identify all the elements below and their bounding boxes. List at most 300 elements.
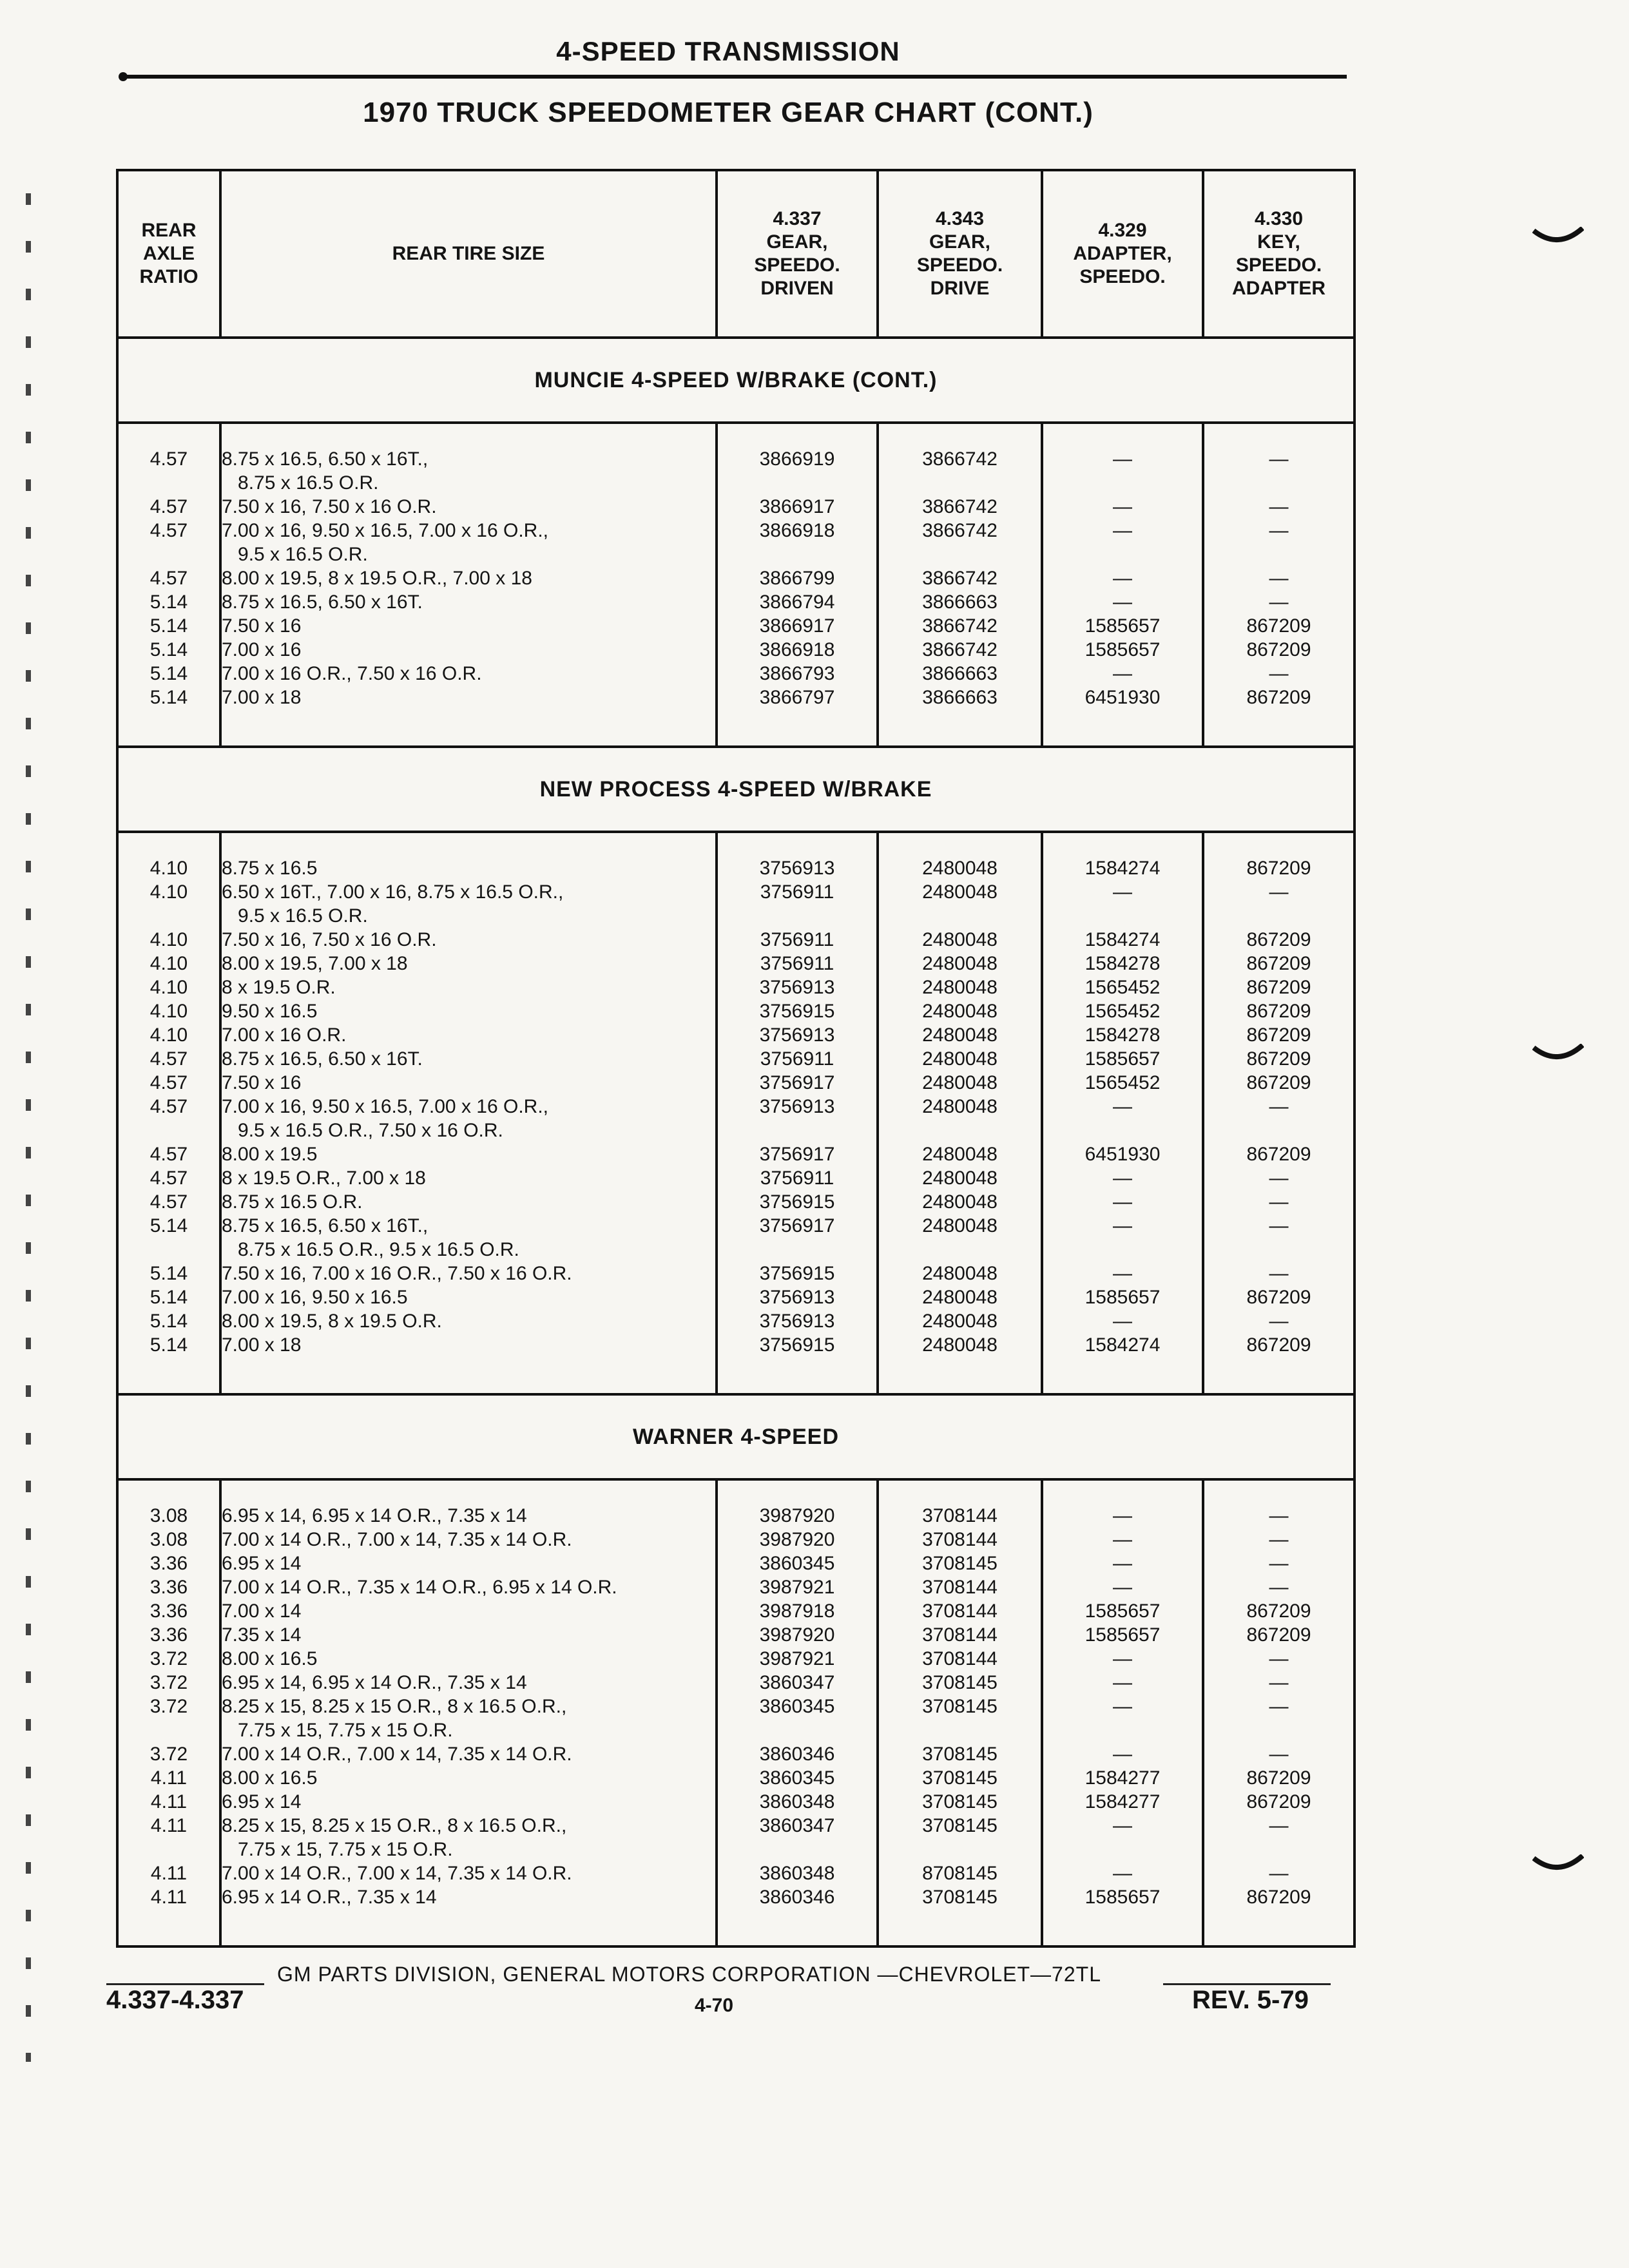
gear-drive-cell: 3708145 (878, 1671, 1042, 1695)
gear-drive-cell: 3866742 (878, 495, 1042, 519)
adapter-key-cell: — (1203, 1309, 1354, 1333)
gear-driven-cell: 3860347 (717, 1814, 878, 1861)
table-row (117, 1285, 1354, 1309)
table-row (117, 1647, 1354, 1671)
adapter-cell: — (1042, 880, 1203, 928)
tire-size-cell: 7.50 x 16, 7.00 x 16 O.R., 7.50 x 16 O.R. (220, 1262, 717, 1285)
gear-drive-cell: 2480048 (878, 999, 1042, 1023)
table-row (117, 686, 1354, 747)
tire-size-cell: 8.00 x 19.5, 8 x 19.5 O.R. (220, 1309, 717, 1333)
axle-ratio-cell: 3.08 (117, 1479, 220, 1528)
gear-driven-cell: 3987920 (717, 1479, 878, 1528)
adapter-key-cell: — (1203, 1166, 1354, 1190)
table-row (117, 1047, 1354, 1071)
gear-drive-cell: 3708144 (878, 1599, 1042, 1623)
col-header-adapter: 4.329 ADAPTER, SPEEDO. (1042, 170, 1203, 338)
adapter-key-cell: 867209 (1203, 952, 1354, 975)
tire-size-cell: 7.00 x 16 O.R. (220, 1023, 717, 1047)
gear-drive-cell: 3708145 (878, 1814, 1042, 1861)
adapter-key-cell: — (1203, 1528, 1354, 1552)
table-row (117, 1190, 1354, 1214)
gear-drive-cell: 2480048 (878, 1214, 1042, 1262)
tire-size-cell: 7.00 x 16, 9.50 x 16.5, 7.00 x 16 O.R., 9.5 x 16.5 O.R. (220, 519, 717, 566)
gear-drive-cell: 8708145 (878, 1861, 1042, 1885)
adapter-key-cell: 867209 (1203, 1071, 1354, 1095)
gear-drive-cell: 3708145 (878, 1790, 1042, 1814)
tire-size-cell: 8.75 x 16.5, 6.50 x 16T., 8.75 x 16.5 O.R. (220, 423, 717, 495)
adapter-cell: 6451930 (1042, 1142, 1203, 1166)
table-row (117, 638, 1354, 662)
axle-ratio-cell: 4.10 (117, 999, 220, 1023)
table-row (117, 1885, 1354, 1946)
page-number: 4-70 (695, 1995, 734, 2016)
gear-driven-cell: 3866799 (717, 566, 878, 590)
gear-driven-cell: 3860347 (717, 1671, 878, 1695)
adapter-key-cell: 867209 (1203, 928, 1354, 952)
axle-ratio-cell: 4.57 (117, 1190, 220, 1214)
tire-size-cell: 8.00 x 16.5 (220, 1647, 717, 1671)
adapter-key-cell: — (1203, 590, 1354, 614)
tire-size-cell: 6.95 x 14 O.R., 7.35 x 14 (220, 1885, 717, 1946)
adapter-cell: 1584278 (1042, 952, 1203, 975)
adapter-key-cell: — (1203, 1575, 1354, 1599)
tire-size-cell: 7.00 x 14 O.R., 7.00 x 14, 7.35 x 14 O.R. (220, 1528, 717, 1552)
axle-ratio-cell: 4.10 (117, 1023, 220, 1047)
tire-size-cell: 8.75 x 16.5, 6.50 x 16T., 8.75 x 16.5 O.R., 9.5 x 16.5 O.R. (220, 1214, 717, 1262)
gear-driven-cell: 3860348 (717, 1861, 878, 1885)
axle-ratio-cell: 4.57 (117, 423, 220, 495)
axle-ratio-cell: 3.72 (117, 1647, 220, 1671)
tire-size-cell: 7.00 x 14 (220, 1599, 717, 1623)
adapter-key-cell: — (1203, 423, 1354, 495)
axle-ratio-cell: 5.14 (117, 1214, 220, 1262)
tire-size-cell: 7.00 x 18 (220, 1333, 717, 1394)
gear-driven-cell: 3866918 (717, 638, 878, 662)
table-row (117, 1599, 1354, 1623)
gear-drive-cell: 3866742 (878, 423, 1042, 495)
gear-drive-cell: 2480048 (878, 1190, 1042, 1214)
gear-drive-cell: 3708145 (878, 1766, 1042, 1790)
axle-ratio-cell: 3.72 (117, 1695, 220, 1742)
table-row (117, 1333, 1354, 1394)
adapter-cell: 1584274 (1042, 832, 1203, 880)
table-row (117, 1309, 1354, 1333)
axle-ratio-cell: 4.57 (117, 566, 220, 590)
gear-driven-cell: 3866917 (717, 495, 878, 519)
col-header-adapter-key: 4.330 KEY, SPEEDO. ADAPTER (1203, 170, 1354, 338)
gear-driven-cell: 3866919 (717, 423, 878, 495)
adapter-cell: — (1042, 1814, 1203, 1861)
table-row (117, 1214, 1354, 1262)
gear-driven-cell: 3866794 (717, 590, 878, 614)
axle-ratio-cell: 3.36 (117, 1599, 220, 1623)
header-row (117, 170, 1354, 338)
adapter-cell: — (1042, 495, 1203, 519)
adapter-key-cell: 867209 (1203, 1333, 1354, 1394)
gear-driven-cell: 3866793 (717, 662, 878, 686)
gear-drive-cell: 3708145 (878, 1742, 1042, 1766)
revision-label: REV. 5-79 (1192, 1986, 1309, 2014)
table-row (117, 952, 1354, 975)
group-heading-row (117, 338, 1354, 423)
axle-ratio-cell: 4.11 (117, 1814, 220, 1861)
tire-size-cell: 8.75 x 16.5 O.R. (220, 1190, 717, 1214)
table-row (117, 590, 1354, 614)
table-row (117, 975, 1354, 999)
gear-driven-cell: 3866918 (717, 519, 878, 566)
gear-driven-cell: 3987921 (717, 1575, 878, 1599)
gear-driven-cell: 3860346 (717, 1885, 878, 1946)
transmission-group (117, 338, 1354, 747)
footer-publisher: GM PARTS DIVISION, GENERAL MOTORS CORPORATION —CHEVROLET—72TL (277, 1963, 1101, 1986)
group-heading-row (117, 1394, 1354, 1479)
tire-size-cell: 7.50 x 16, 7.50 x 16 O.R. (220, 495, 717, 519)
axle-ratio-cell: 4.57 (117, 1095, 220, 1142)
adapter-key-cell: 867209 (1203, 1285, 1354, 1309)
tire-size-cell: 8 x 19.5 O.R. (220, 975, 717, 999)
axle-ratio-cell: 5.14 (117, 1309, 220, 1333)
gear-drive-cell: 2480048 (878, 832, 1042, 880)
gear-driven-cell: 3756911 (717, 952, 878, 975)
table-row (117, 1552, 1354, 1575)
gear-driven-cell: 3756911 (717, 1047, 878, 1071)
adapter-cell: 1585657 (1042, 614, 1203, 638)
table-row (117, 1023, 1354, 1047)
gear-drive-cell: 2480048 (878, 1095, 1042, 1142)
gear-driven-cell: 3756917 (717, 1214, 878, 1262)
transmission-group (117, 747, 1354, 1394)
gear-driven-cell: 3756915 (717, 1262, 878, 1285)
adapter-key-cell: — (1203, 662, 1354, 686)
axle-ratio-cell: 4.10 (117, 975, 220, 999)
gear-drive-cell: 2480048 (878, 952, 1042, 975)
adapter-cell: 1584277 (1042, 1766, 1203, 1790)
col-header-tire-size: REAR TIRE SIZE (220, 170, 717, 338)
adapter-key-cell: — (1203, 1861, 1354, 1885)
axle-ratio-cell: 4.57 (117, 1071, 220, 1095)
table-row (117, 1861, 1354, 1885)
group-title: MUNCIE 4-SPEED W/BRAKE (CONT.) (117, 338, 1354, 423)
gear-driven-cell: 3860345 (717, 1695, 878, 1742)
group-heading-row (117, 747, 1354, 832)
adapter-cell: — (1042, 1528, 1203, 1552)
axle-ratio-cell: 4.10 (117, 832, 220, 880)
adapter-cell: 1585657 (1042, 1623, 1203, 1647)
tire-size-cell: 7.00 x 18 (220, 686, 717, 747)
adapter-cell: 1585657 (1042, 638, 1203, 662)
adapter-key-cell: — (1203, 1695, 1354, 1742)
adapter-cell: — (1042, 1695, 1203, 1742)
adapter-cell: — (1042, 1190, 1203, 1214)
gear-driven-cell: 3860346 (717, 1742, 878, 1766)
tire-size-cell: 7.50 x 16 (220, 1071, 717, 1095)
table-row (117, 566, 1354, 590)
gear-driven-cell: 3756917 (717, 1071, 878, 1095)
gear-drive-cell: 3708144 (878, 1575, 1042, 1599)
tire-size-cell: 7.00 x 16, 9.50 x 16.5, 7.00 x 16 O.R., 9.5 x 16.5 O.R., 7.50 x 16 O.R. (220, 1095, 717, 1142)
adapter-cell: 6451930 (1042, 686, 1203, 747)
table-row (117, 614, 1354, 638)
gear-driven-cell: 3756915 (717, 1333, 878, 1394)
gear-driven-cell: 3987920 (717, 1623, 878, 1647)
axle-ratio-cell: 5.14 (117, 614, 220, 638)
adapter-key-cell: 867209 (1203, 1047, 1354, 1071)
gear-driven-cell: 3866797 (717, 686, 878, 747)
adapter-cell: 1584274 (1042, 928, 1203, 952)
tire-size-cell: 6.95 x 14 (220, 1790, 717, 1814)
axle-ratio-cell: 4.57 (117, 1166, 220, 1190)
axle-ratio-cell: 4.57 (117, 1142, 220, 1166)
adapter-cell: — (1042, 1742, 1203, 1766)
axle-ratio-cell: 5.14 (117, 1285, 220, 1309)
adapter-cell: — (1042, 1647, 1203, 1671)
adapter-key-cell: — (1203, 1479, 1354, 1528)
gear-drive-cell: 2480048 (878, 1166, 1042, 1190)
gear-drive-cell: 3708144 (878, 1623, 1042, 1647)
adapter-key-cell: 867209 (1203, 975, 1354, 999)
gear-driven-cell: 3756911 (717, 880, 878, 928)
table-row (117, 1766, 1354, 1790)
table-row (117, 495, 1354, 519)
tire-size-cell: 8.00 x 16.5 (220, 1766, 717, 1790)
gear-driven-cell: 3866917 (717, 614, 878, 638)
table-row (117, 662, 1354, 686)
gear-drive-cell: 3708144 (878, 1528, 1042, 1552)
tire-size-cell: 7.00 x 16, 9.50 x 16.5 (220, 1285, 717, 1309)
adapter-key-cell: — (1203, 1262, 1354, 1285)
tire-size-cell: 8 x 19.5 O.R., 7.00 x 18 (220, 1166, 717, 1190)
adapter-key-cell: — (1203, 1671, 1354, 1695)
adapter-key-cell: 867209 (1203, 999, 1354, 1023)
axle-ratio-cell: 4.10 (117, 952, 220, 975)
binder-ring-mark (1532, 227, 1584, 246)
gear-driven-cell: 3756913 (717, 1309, 878, 1333)
adapter-cell: — (1042, 1214, 1203, 1262)
adapter-cell: — (1042, 1552, 1203, 1575)
table-row (117, 1695, 1354, 1742)
tire-size-cell: 8.75 x 16.5, 6.50 x 16T. (220, 590, 717, 614)
table-row (117, 1575, 1354, 1599)
adapter-cell: — (1042, 590, 1203, 614)
gear-driven-cell: 3756913 (717, 1023, 878, 1047)
adapter-cell: 1585657 (1042, 1285, 1203, 1309)
axle-ratio-cell: 5.14 (117, 1333, 220, 1394)
adapter-cell: — (1042, 662, 1203, 686)
gear-drive-cell: 3866742 (878, 519, 1042, 566)
binder-ring-mark (1532, 1044, 1584, 1063)
adapter-cell: 1565452 (1042, 975, 1203, 999)
gear-drive-cell: 3866742 (878, 614, 1042, 638)
axle-ratio-cell: 4.57 (117, 519, 220, 566)
group-title: NEW PROCESS 4-SPEED W/BRAKE (117, 747, 1354, 832)
gear-driven-cell: 3756913 (717, 832, 878, 880)
tire-size-cell: 8.00 x 19.5 (220, 1142, 717, 1166)
footer-index: 4.337-4.337 (106, 1986, 244, 2014)
gear-drive-cell: 2480048 (878, 928, 1042, 952)
axle-ratio-cell: 4.57 (117, 495, 220, 519)
gear-drive-cell: 2480048 (878, 1142, 1042, 1166)
adapter-key-cell: — (1203, 1814, 1354, 1861)
adapter-cell: — (1042, 519, 1203, 566)
axle-ratio-cell: 5.14 (117, 638, 220, 662)
adapter-cell: 1565452 (1042, 999, 1203, 1023)
section-heading: 4-SPEED TRANSMISSION (556, 36, 900, 66)
axle-ratio-cell: 3.72 (117, 1671, 220, 1695)
tire-size-cell: 7.00 x 16 (220, 638, 717, 662)
adapter-key-cell: — (1203, 1095, 1354, 1142)
tire-size-cell: 6.95 x 14, 6.95 x 14 O.R., 7.35 x 14 (220, 1479, 717, 1528)
gear-drive-cell: 2480048 (878, 880, 1042, 928)
gear-driven-cell: 3756915 (717, 1190, 878, 1214)
table-row (117, 1671, 1354, 1695)
axle-ratio-cell: 3.08 (117, 1528, 220, 1552)
axle-ratio-cell: 5.14 (117, 590, 220, 614)
table-row (117, 1623, 1354, 1647)
gear-drive-cell: 3866663 (878, 686, 1042, 747)
gear-drive-cell: 2480048 (878, 1262, 1042, 1285)
gear-drive-cell: 3708144 (878, 1479, 1042, 1528)
tire-size-cell: 6.95 x 14 (220, 1552, 717, 1575)
adapter-cell: 1585657 (1042, 1885, 1203, 1946)
adapter-key-cell: 867209 (1203, 614, 1354, 638)
adapter-key-cell: 867209 (1203, 686, 1354, 747)
tire-size-cell: 8.00 x 19.5, 8 x 19.5 O.R., 7.00 x 18 (220, 566, 717, 590)
gear-drive-cell: 3866663 (878, 590, 1042, 614)
tire-size-cell: 7.00 x 14 O.R., 7.00 x 14, 7.35 x 14 O.R. (220, 1742, 717, 1766)
axle-ratio-cell: 3.36 (117, 1575, 220, 1599)
adapter-key-cell: 867209 (1203, 1023, 1354, 1047)
tire-size-cell: 6.50 x 16T., 7.00 x 16, 8.75 x 16.5 O.R., 9.5 x 16.5 O.R. (220, 880, 717, 928)
table-row (117, 1814, 1354, 1861)
gear-drive-cell: 3866742 (878, 566, 1042, 590)
gear-driven-cell: 3756913 (717, 1095, 878, 1142)
gear-drive-cell: 2480048 (878, 1023, 1042, 1047)
tire-size-cell: 8.00 x 19.5, 7.00 x 18 (220, 952, 717, 975)
tire-size-cell: 8.75 x 16.5 (220, 832, 717, 880)
gear-drive-cell: 3708145 (878, 1552, 1042, 1575)
adapter-cell: — (1042, 1479, 1203, 1528)
table-row (117, 1166, 1354, 1190)
adapter-key-cell: — (1203, 1214, 1354, 1262)
gear-drive-cell: 2480048 (878, 1333, 1042, 1394)
adapter-cell: 1584274 (1042, 1333, 1203, 1394)
tire-size-cell: 7.00 x 16 O.R., 7.50 x 16 O.R. (220, 662, 717, 686)
tire-size-cell: 7.00 x 14 O.R., 7.00 x 14, 7.35 x 14 O.R. (220, 1861, 717, 1885)
axle-ratio-cell: 4.10 (117, 928, 220, 952)
gear-driven-cell: 3756913 (717, 975, 878, 999)
table-row (117, 1095, 1354, 1142)
table-row (117, 519, 1354, 566)
adapter-key-cell: 867209 (1203, 1623, 1354, 1647)
gear-drive-cell: 3708145 (878, 1885, 1042, 1946)
axle-ratio-cell: 3.72 (117, 1742, 220, 1766)
axle-ratio-cell: 4.11 (117, 1885, 220, 1946)
tire-size-cell: 7.35 x 14 (220, 1623, 717, 1647)
table-row (117, 1479, 1354, 1528)
adapter-cell: — (1042, 1671, 1203, 1695)
gear-drive-cell: 3866742 (878, 638, 1042, 662)
group-title: WARNER 4-SPEED (117, 1394, 1354, 1479)
axle-ratio-cell: 4.11 (117, 1861, 220, 1885)
gear-driven-cell: 3756915 (717, 999, 878, 1023)
gear-driven-cell: 3756913 (717, 1285, 878, 1309)
table-row (117, 1790, 1354, 1814)
adapter-key-cell: — (1203, 1647, 1354, 1671)
gear-drive-cell: 3866663 (878, 662, 1042, 686)
adapter-cell: — (1042, 1309, 1203, 1333)
gear-driven-cell: 3756917 (717, 1142, 878, 1166)
adapter-cell: — (1042, 1861, 1203, 1885)
footer-rule-left (106, 1983, 264, 1985)
table-row (117, 880, 1354, 928)
adapter-cell: — (1042, 566, 1203, 590)
chart-title: 1970 TRUCK SPEEDOMETER GEAR CHART (CONT.) (363, 97, 1094, 128)
adapter-cell: 1584277 (1042, 1790, 1203, 1814)
binder-ring-mark (1532, 1854, 1584, 1874)
tire-size-cell: 7.00 x 14 O.R., 7.35 x 14 O.R., 6.95 x 14 O.R. (220, 1575, 717, 1599)
col-header-gear-driven: 4.337 GEAR, SPEEDO. DRIVEN (717, 170, 878, 338)
gear-drive-cell: 2480048 (878, 1285, 1042, 1309)
adapter-cell: 1565452 (1042, 1071, 1203, 1095)
gear-drive-cell: 3708144 (878, 1647, 1042, 1671)
table-row (117, 1071, 1354, 1095)
gear-drive-cell: 3708145 (878, 1695, 1042, 1742)
gear-driven-cell: 3860348 (717, 1790, 878, 1814)
adapter-cell: 1584278 (1042, 1023, 1203, 1047)
table-row (117, 832, 1354, 880)
axle-ratio-cell: 5.14 (117, 686, 220, 747)
table-row (117, 1142, 1354, 1166)
axle-ratio-cell: 4.11 (117, 1790, 220, 1814)
table-row (117, 928, 1354, 952)
axle-ratio-cell: 4.10 (117, 880, 220, 928)
gear-driven-cell: 3987921 (717, 1647, 878, 1671)
col-header-gear-drive: 4.343 GEAR, SPEEDO. DRIVE (878, 170, 1042, 338)
heading-rule (122, 75, 1347, 79)
axle-ratio-cell: 3.36 (117, 1623, 220, 1647)
adapter-key-cell: 867209 (1203, 1599, 1354, 1623)
adapter-key-cell: — (1203, 1190, 1354, 1214)
gear-driven-cell: 3756911 (717, 1166, 878, 1190)
speedometer-gear-table (116, 169, 1356, 1948)
adapter-key-cell: 867209 (1203, 1790, 1354, 1814)
adapter-key-cell: 867209 (1203, 638, 1354, 662)
axle-ratio-cell: 4.11 (117, 1766, 220, 1790)
transmission-group (117, 1394, 1354, 1946)
col-header-axle-ratio: REAR AXLE RATIO (117, 170, 220, 338)
adapter-cell: 1585657 (1042, 1047, 1203, 1071)
adapter-key-cell: — (1203, 495, 1354, 519)
tire-size-cell: 8.75 x 16.5, 6.50 x 16T. (220, 1047, 717, 1071)
adapter-cell: — (1042, 1262, 1203, 1285)
axle-ratio-cell: 5.14 (117, 1262, 220, 1285)
margin-edge-marks (26, 193, 31, 2062)
gear-driven-cell: 3987918 (717, 1599, 878, 1623)
adapter-cell: — (1042, 1095, 1203, 1142)
gear-drive-cell: 2480048 (878, 1071, 1042, 1095)
tire-size-cell: 7.50 x 16 (220, 614, 717, 638)
axle-ratio-cell: 5.14 (117, 662, 220, 686)
footer-rule-right (1163, 1983, 1331, 1985)
adapter-cell: — (1042, 423, 1203, 495)
gear-drive-cell: 2480048 (878, 1309, 1042, 1333)
tire-size-cell: 8.25 x 15, 8.25 x 15 O.R., 8 x 16.5 O.R., 7.75 x 15, 7.75 x 15 O.R. (220, 1695, 717, 1742)
tire-size-cell: 8.25 x 15, 8.25 x 15 O.R., 8 x 16.5 O.R., 7.75 x 15, 7.75 x 15 O.R. (220, 1814, 717, 1861)
gear-driven-cell: 3987920 (717, 1528, 878, 1552)
adapter-key-cell: — (1203, 1552, 1354, 1575)
adapter-key-cell: 867209 (1203, 1766, 1354, 1790)
adapter-key-cell: — (1203, 566, 1354, 590)
